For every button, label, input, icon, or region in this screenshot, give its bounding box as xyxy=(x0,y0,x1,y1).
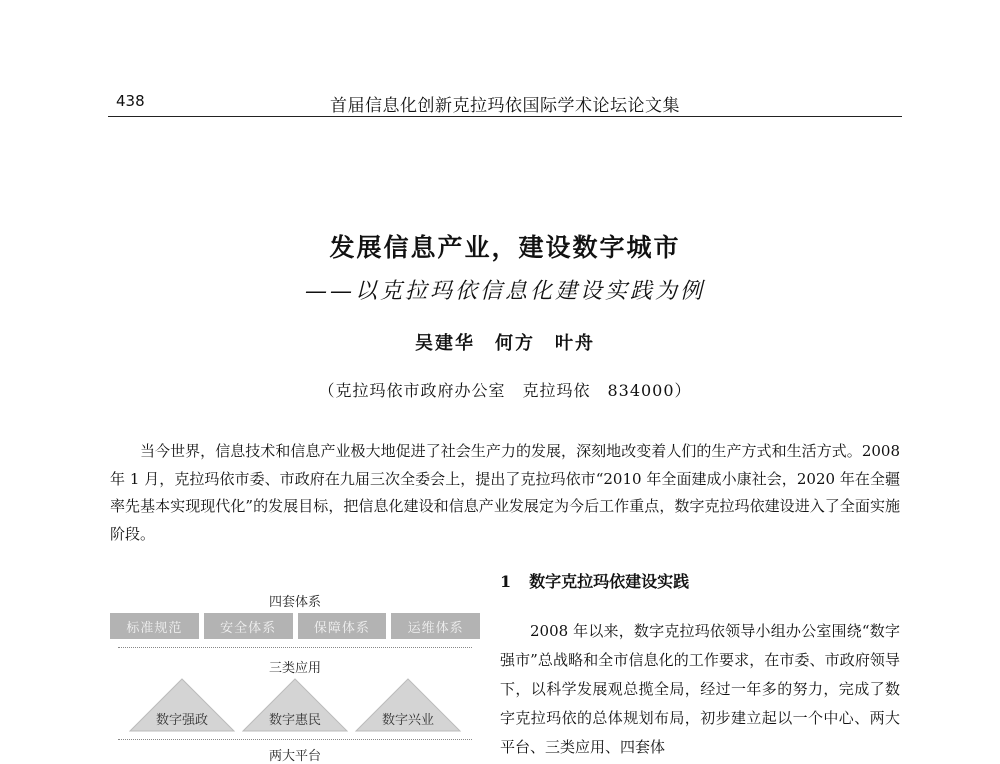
divider-dotted xyxy=(118,647,472,648)
section-heading xyxy=(500,569,689,592)
system-box: 保障体系 xyxy=(298,613,387,639)
systems-row xyxy=(110,613,480,639)
figure-label-systems: 四套体系 xyxy=(268,595,321,610)
page-number: 438 xyxy=(116,92,145,110)
article-affiliation: （克拉玛依市政府办公室 克拉玛依 834000） xyxy=(318,381,692,400)
section-title: 数字克拉玛依建设实践 xyxy=(529,572,690,591)
app-label: 数字惠民 xyxy=(268,713,321,728)
article-subtitle: ——以克拉玛依信息化建设实践为例 xyxy=(304,279,705,304)
system-box: 安全体系 xyxy=(204,613,293,639)
section-number: 1 xyxy=(500,572,512,591)
article-title: 发展信息产业，建设数字城市 xyxy=(329,233,681,262)
figure-label-platforms: 两大平台 xyxy=(268,749,321,764)
section-body: 2008 年以来，数字克拉玛依领导小组办公室围绕“数字强市”总战略和全市信息化的工作要求，在市委、市政府领导下，以科学发展观总揽全局，经过一年多的努力，完成了数字克拉玛依的总体规划布局，初步建立起以一个中心、两大平台、三类应用、四套体 xyxy=(500,622,900,756)
app-triangle xyxy=(128,677,236,733)
divider-dotted xyxy=(118,739,472,740)
article-authors: 吴建华 何方 叶舟 xyxy=(415,333,595,354)
figure-label-apps: 三类应用 xyxy=(268,661,321,676)
app-label: 数字强政 xyxy=(155,713,208,728)
running-title: 首届信息化创新克拉玛依国际学术论坛论文集 xyxy=(330,96,680,116)
app-triangle xyxy=(241,677,349,733)
system-box: 标准规范 xyxy=(110,613,199,639)
app-triangle xyxy=(354,677,462,733)
app-label: 数字兴业 xyxy=(381,713,434,728)
header-rule xyxy=(108,116,902,117)
abstract-paragraph: 当今世界，信息技术和信息产业极大地促进了社会生产力的发展，深刻地改变着人们的生产方式和生活方式。2008 年 1 月，克拉玛依市委、市政府在九届三次全委会上，提出了克拉玛依市“2010 年全面建成小康社会，2020 年在全疆率先基本实现现代化”的发展目标，把信息化建设和信息产业发展定为今后工作重点，数字克拉玛依建设进入了全面实施阶段。 xyxy=(110,442,900,543)
architecture-figure xyxy=(110,585,480,763)
system-box: 运维体系 xyxy=(391,613,480,639)
